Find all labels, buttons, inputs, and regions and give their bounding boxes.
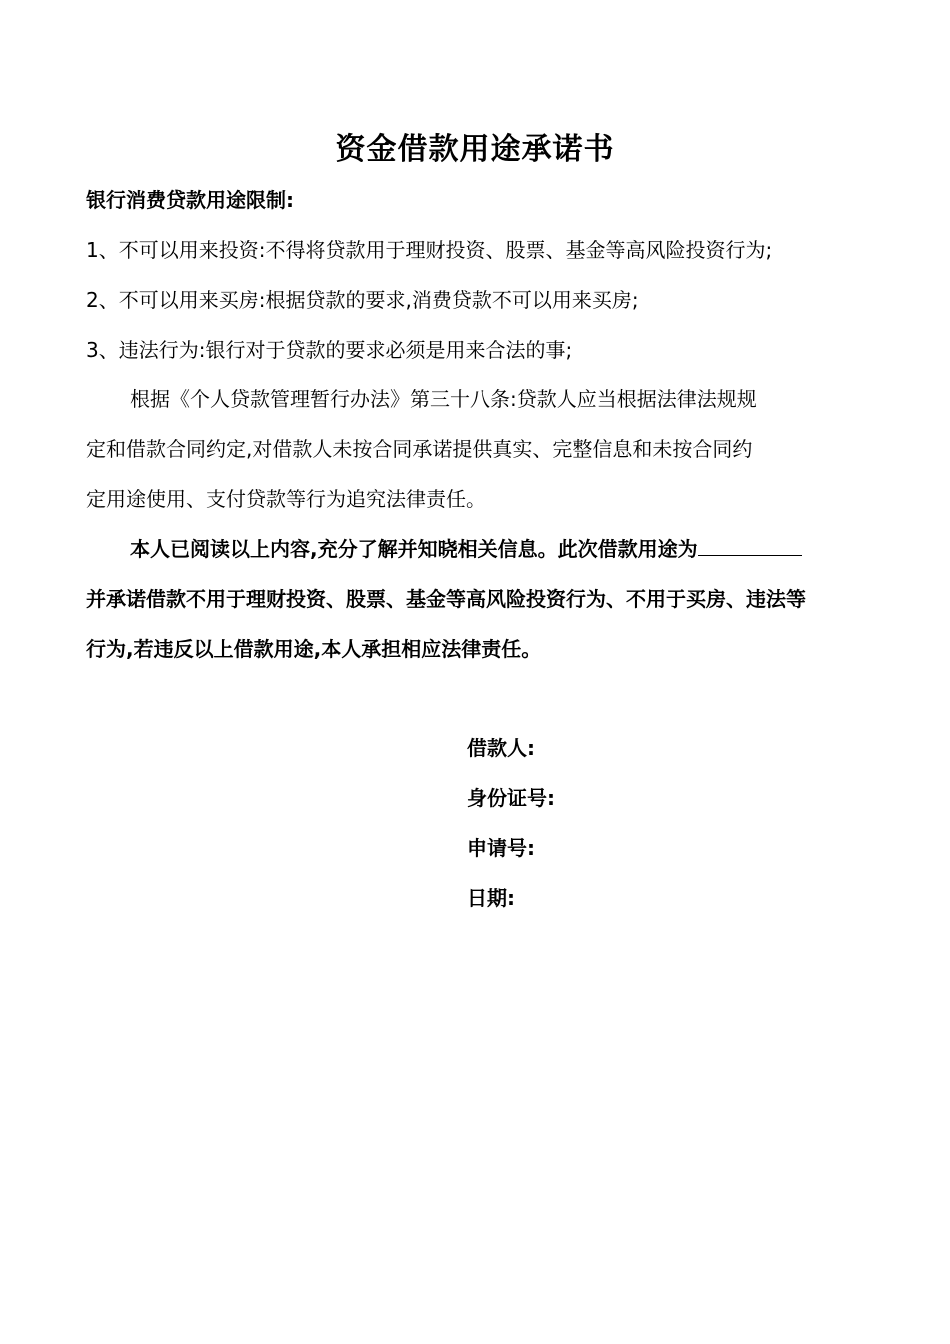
- application-number-label: 申请号:: [467, 836, 535, 860]
- pledge-paragraph-line-2: 并承诺借款不用于理财投资、股票、基金等高风险投资行为、不用于买房、违法等: [86, 587, 806, 611]
- restriction-item-2: 2、不可以用来买房:根据贷款的要求,消费贷款不可以用来买房;: [86, 288, 639, 312]
- borrower-label: 借款人:: [467, 736, 535, 760]
- date-label: 日期:: [467, 886, 515, 910]
- id-number-label: 身份证号:: [467, 786, 555, 810]
- law-paragraph-line-1: 根据《个人贷款管理暂行办法》第三十八条:贷款人应当根据法律法规规: [130, 387, 757, 411]
- restriction-item-3: 3、违法行为:银行对于贷款的要求必须是用来合法的事;: [86, 338, 573, 362]
- law-paragraph-line-2: 定和借款合同约定,对借款人未按合同承诺提供真实、完整信息和未按合同约: [86, 437, 753, 461]
- pledge-paragraph-line-1: [130, 534, 802, 564]
- document-title: 资金借款用途承诺书: [335, 132, 615, 167]
- pledge-text: 本人已阅读以上内容,充分了解并知晓相关信息。此次借款用途为: [130, 537, 698, 561]
- law-paragraph-line-3: 定用途使用、支付贷款等行为追究法律责任。: [86, 487, 486, 511]
- restrictions-heading: 银行消费贷款用途限制:: [86, 188, 294, 212]
- restriction-item-1: 1、不可以用来投资:不得将贷款用于理财投资、股票、基金等高风险投资行为;: [86, 238, 773, 262]
- pledge-paragraph-line-3: 行为,若违反以上借款用途,本人承担相应法律责任。: [86, 637, 542, 661]
- loan-purpose-blank[interactable]: [698, 535, 802, 556]
